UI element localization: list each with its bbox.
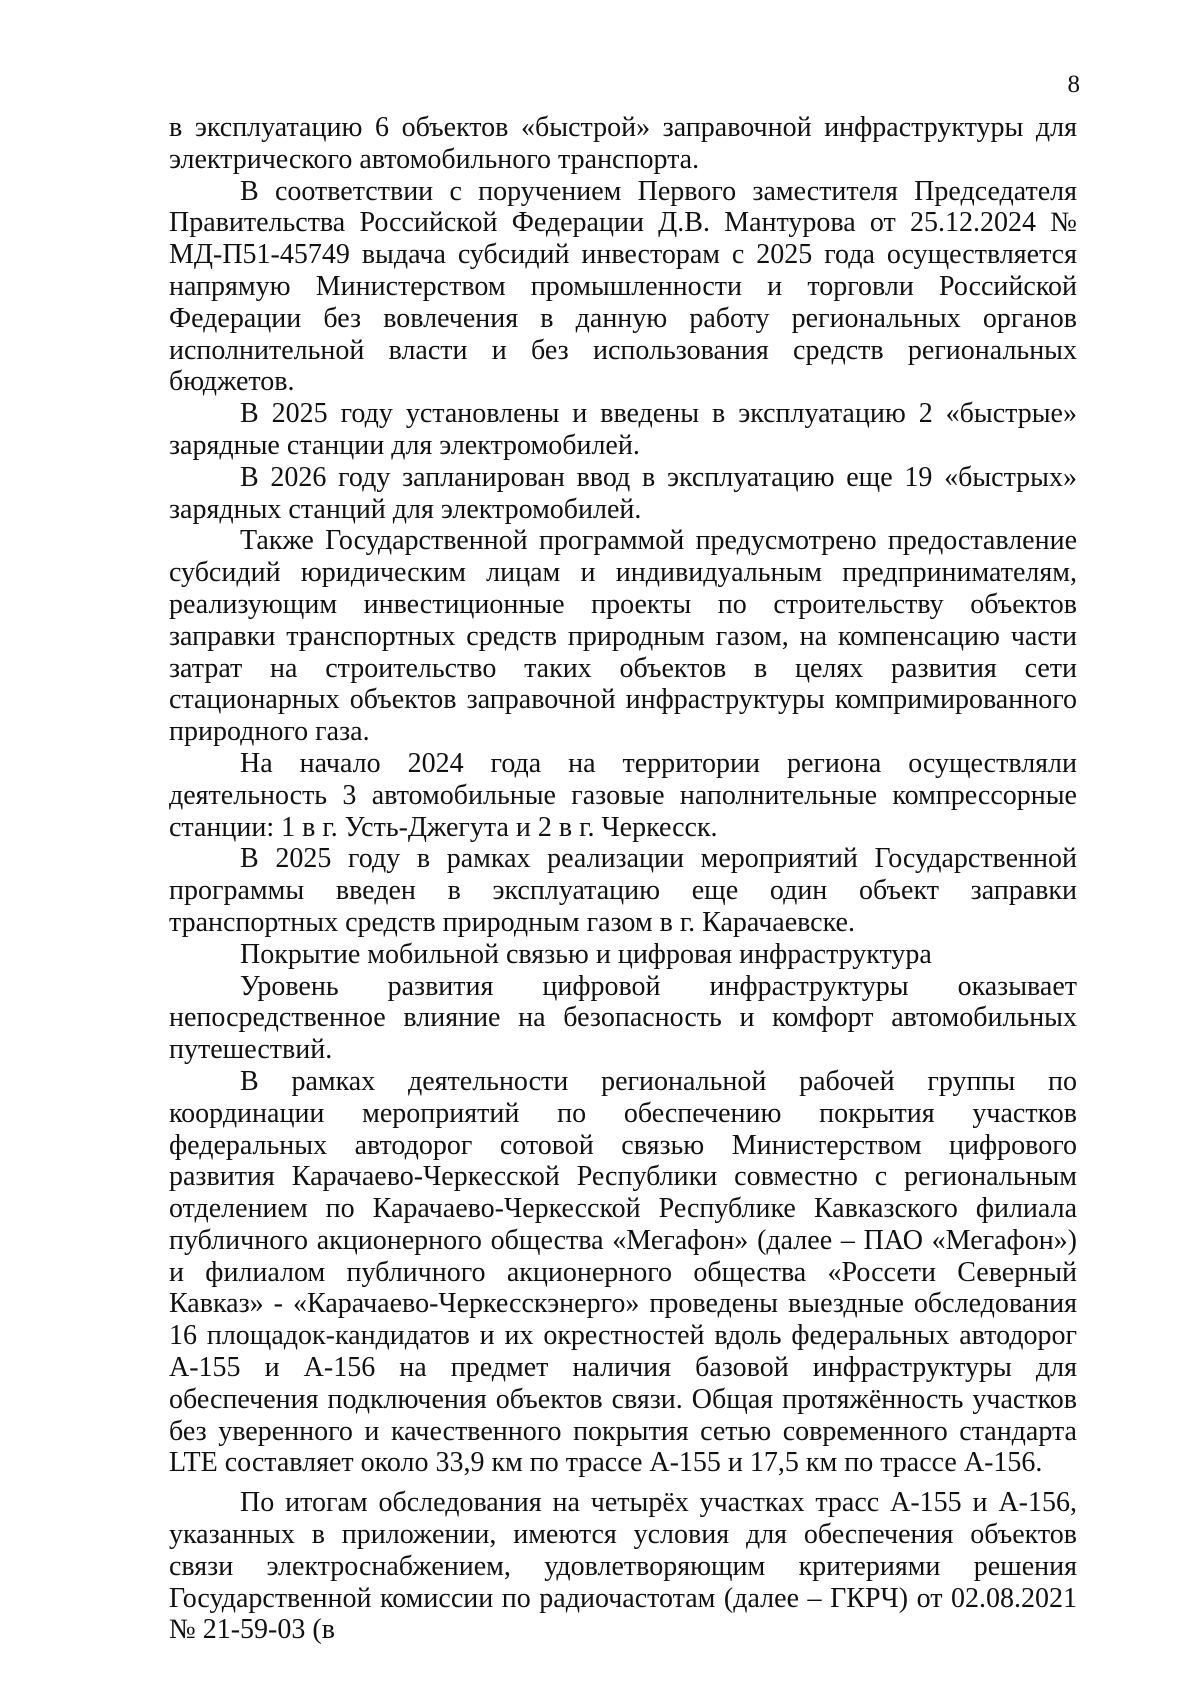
paragraph: По итогам обследования на четырёх участках трасс А-155 и А-156, указанных в приложении, имеются условия для обеспечения объектов связи электроснабжением, удовлетворяющим критериями решения Государственной комиссии по радиочастотам (далее – ГКРЧ) от 02.08.2021 № 21-59-03 (в xyxy=(169,1487,1077,1646)
page-number: 8 xyxy=(1067,71,1080,98)
paragraph: Уровень развития цифровой инфраструктуры оказывает непосредственное влияние на безопасность и комфорт автомобильных путешествий. xyxy=(169,970,1077,1066)
section-heading: Покрытие мобильной связью и цифровая инфраструктура xyxy=(240,938,932,970)
paragraph: В рамках деятельности региональной рабочей группы по координации мероприятий по обеспечению покрытия участков федеральных автодорог сотовой связью Министерством цифрового развития Карачаево-Черкесской Республики совместно с региональным отделением по Карачаево-Черкесской Республике Кавказского филиала публичного акционерного общества «Мегафон» (далее – ПАО «Мегафон») и филиалом публичного акционерного общества «Россети Северный Кавказ» - «Карачаево-Черкесскэнерго» проведены выездные обследования 16 площадок-кандидатов и их окрестностей вдоль федеральных автодорог А-155 и А-156 на предмет наличия базовой инфраструктуры для обеспечения подключения объектов связи. Общая протяжённость участков без уверенного и качественного покрытия сетью современного стандарта LTE составляет около 33,9 км по трассе А-155 и 17,5 км по трассе А-156. xyxy=(169,1065,1077,1479)
paragraph: В соответствии с поручением Первого заместителя Председателя Правительства Российской Федерации Д.В. Мантурова от 25.12.2024 № МД-П51-45749 выдача субсидий инвесторам с 2025 года осуществляется напрямую Министерством промышленности и торговли Российской Федерации без вовлечения в данную работу региональных органов исполнительной власти и без использования средств региональных бюджетов. xyxy=(169,175,1077,398)
paragraph: В 2026 году запланирован ввод в эксплуатацию еще 19 «быстрых» зарядных станций для электромобилей. xyxy=(169,461,1077,525)
document-body xyxy=(169,112,1077,1646)
paragraph-continuation: в эксплуатацию 6 объектов «быстрой» заправочной инфраструктуры для электрического автомобильного транспорта. xyxy=(169,112,1077,175)
paragraph: На начало 2024 года на территории региона осуществляли деятельность 3 автомобильные газовые наполнительные компрессорные станции: 1 в г. Усть-Джегута и 2 в г. Черкесск. xyxy=(169,747,1077,843)
paragraph: Также Государственной программой предусмотрено предоставление субсидий юридическим лицам и индивидуальным предпринимателям, реализующим инвестиционные проекты по строительству объектов заправки транспортных средств природным газом, на компенсацию части затрат на строительство таких объектов в целях развития сети стационарных объектов заправочной инфраструктуры компримированного природного газа. xyxy=(169,525,1077,748)
paragraph: В 2025 году в рамках реализации мероприятий Государственной программы введен в эксплуатацию еще один объект заправки транспортных средств природным газом в г. Карачаевске. xyxy=(169,843,1077,938)
paragraph: В 2025 году установлены и введены в эксплуатацию 2 «быстрые» зарядные станции для электромобилей. xyxy=(169,398,1077,461)
